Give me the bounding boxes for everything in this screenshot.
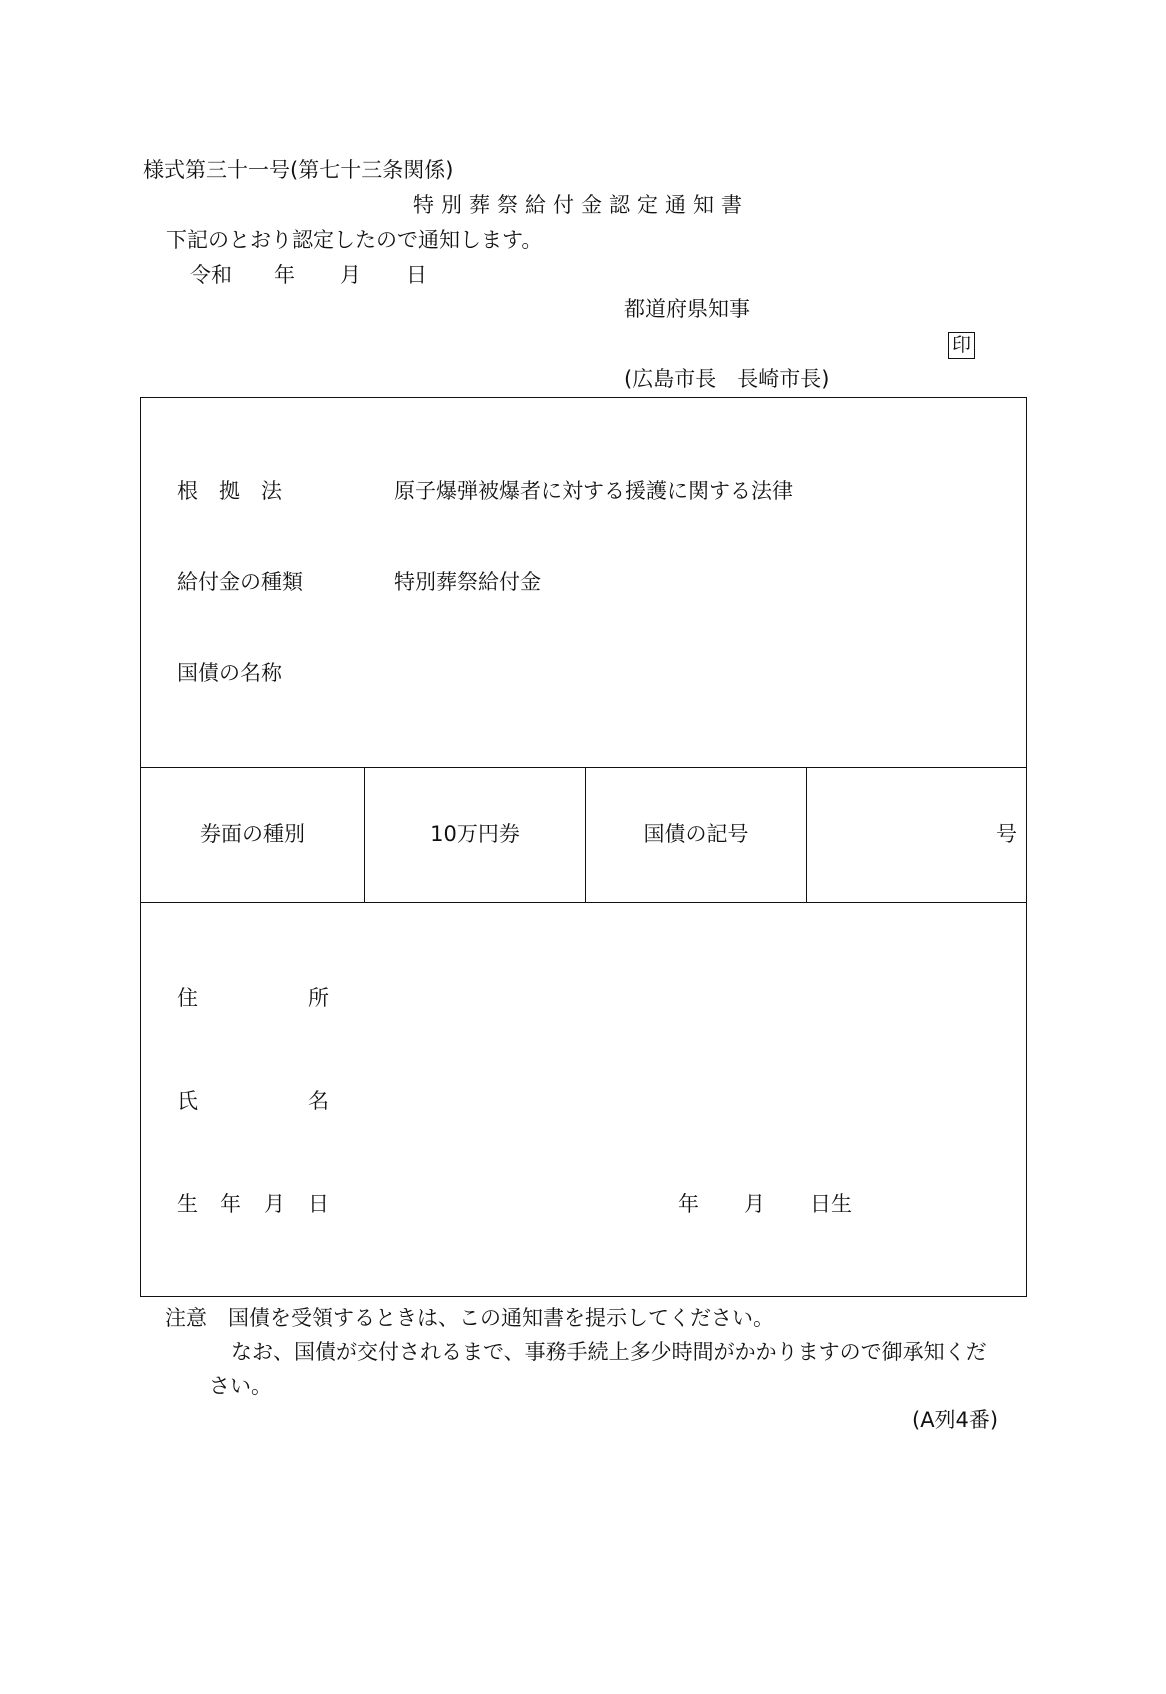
birthdate-label-char: 月 — [264, 1192, 285, 1216]
birth-year-unit: 年 — [678, 1192, 699, 1216]
bond-number-unit: 号 — [996, 822, 1017, 846]
name-label-start: 氏 — [177, 1089, 198, 1113]
birthdate-label-char: 日 — [308, 1192, 329, 1216]
bond-symbol-label: 国債の記号 — [643, 822, 749, 846]
bond-name-label: 国債の名称 — [177, 661, 282, 685]
paper-size-note: (A列4番) — [912, 1408, 999, 1432]
date-era: 令和 — [190, 263, 232, 287]
law-label: 根 拠 法 — [177, 479, 282, 503]
birthdate-label-char: 生 — [177, 1192, 198, 1216]
benefit-type-value: 特別葬祭給付金 — [394, 570, 541, 594]
name-label-end: 名 — [308, 1089, 329, 1113]
note-line: さい。 — [209, 1374, 272, 1398]
benefit-type-label: 給付金の種類 — [177, 570, 303, 594]
date-year-unit: 年 — [274, 263, 295, 287]
birth-day-unit: 日生 — [810, 1192, 852, 1216]
intro-text: 下記のとおり認定したので通知します。 — [166, 228, 543, 252]
law-value: 原子爆弾被爆者に対する援護に関する法律 — [394, 479, 793, 503]
document-title: 特別葬祭給付金認定通知書 — [413, 193, 749, 217]
form-number: 様式第三十一号(第七十三条関係) — [143, 158, 454, 182]
birthdate-label-char: 年 — [220, 1192, 241, 1216]
note-line: なお、国債が交付されるまで、事務手続上多少時間がかかりますので御承知くだ — [231, 1340, 987, 1364]
seal-mark: 印 — [948, 332, 975, 359]
date-month-unit: 月 — [340, 263, 361, 287]
issuer-alternative: (広島市長 長崎市長) — [624, 367, 830, 391]
birth-month-unit: 月 — [744, 1192, 765, 1216]
column-divider — [806, 767, 807, 902]
note-line: 注意 国債を受領するときは、この通知書を提示してください。 — [165, 1306, 774, 1330]
date-day-unit: 日 — [406, 263, 427, 287]
denomination-value: 10万円券 — [430, 822, 520, 846]
address-label-end: 所 — [308, 986, 329, 1010]
denomination-label: 券面の種別 — [200, 822, 305, 846]
table-divider — [140, 902, 1027, 903]
issuer: 都道府県知事 — [624, 297, 750, 321]
address-label-start: 住 — [177, 986, 198, 1010]
